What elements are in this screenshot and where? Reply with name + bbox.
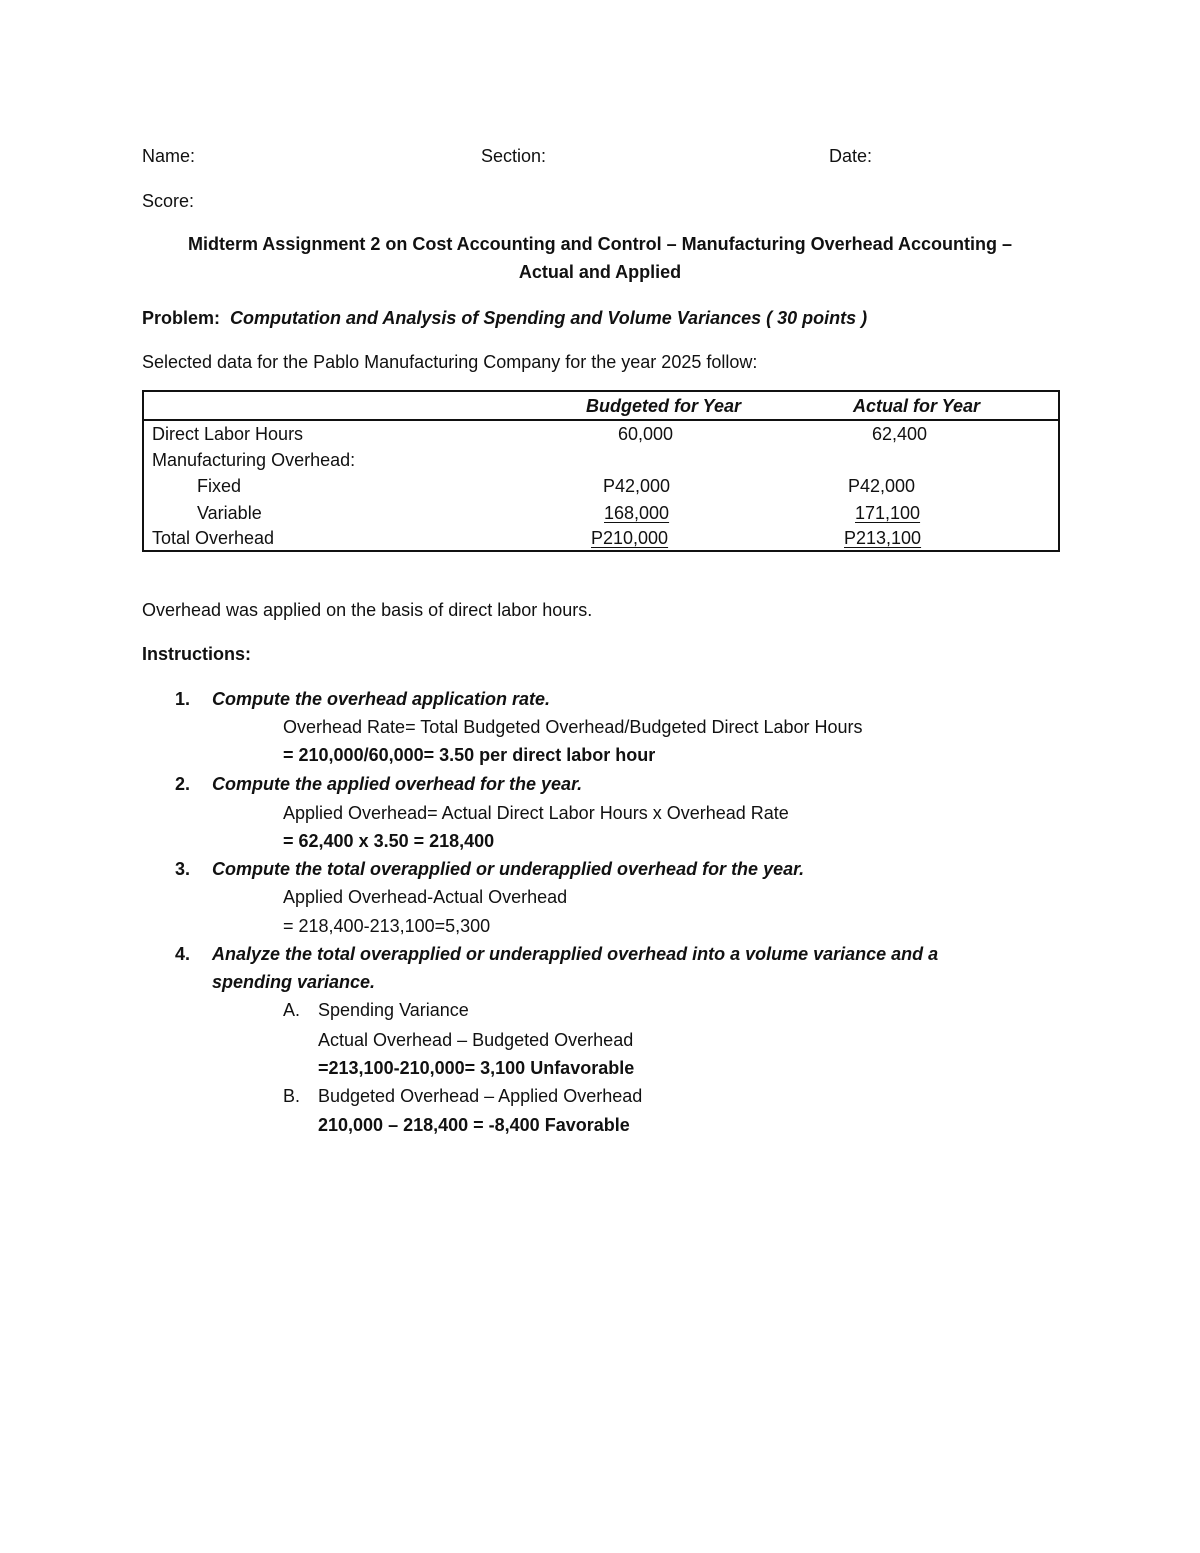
sub-item-answer: 210,000 – 218,400 = -8,400 Favorable xyxy=(318,1115,630,1135)
problem-statement xyxy=(142,306,867,330)
section-label: Section: xyxy=(481,146,547,166)
cell-budgeted-fixed: P42,000 xyxy=(603,476,671,496)
sub-item-answer: =213,100-210,000= 3,100 Unfavorable xyxy=(318,1058,635,1078)
column-header-budgeted: Budgeted for Year xyxy=(586,396,742,416)
problem-label: Problem: xyxy=(142,308,221,328)
row-label-variable: Variable xyxy=(197,503,262,523)
sub-item-letter: B. xyxy=(283,1086,301,1106)
cell-budgeted-variable: 168,000 xyxy=(604,503,670,523)
document-title-line2: Actual and Applied xyxy=(518,262,682,282)
date-label: Date: xyxy=(829,146,873,166)
intro-text: Selected data for the Pablo Manufacturing Company for the year 2025 follow: xyxy=(142,352,758,372)
instruction-formula: Applied Overhead-Actual Overhead xyxy=(283,887,568,907)
cell-actual-total-overhead: P213,100 xyxy=(844,528,922,548)
cell-budgeted-total-overhead: P210,000 xyxy=(591,528,669,548)
instruction-answer: = 210,000/60,000= 3.50 per direct labor hour xyxy=(283,745,656,765)
instruction-number: 4. xyxy=(175,944,191,964)
row-label-fixed: Fixed xyxy=(197,476,242,496)
instruction-number: 2. xyxy=(175,774,191,794)
instruction-question: Compute the total overapplied or underapplied overhead for the year. xyxy=(212,859,805,879)
instruction-formula: Overhead Rate= Total Budgeted Overhead/Budgeted Direct Labor Hours xyxy=(283,717,863,737)
note-text: Overhead was applied on the basis of direct labor hours. xyxy=(142,600,593,620)
instruction-number: 3. xyxy=(175,859,191,879)
instruction-answer: = 218,400-213,100=5,300 xyxy=(283,916,491,936)
sub-item-title: Budgeted Overhead – Applied Overhead xyxy=(318,1086,643,1106)
problem-text: Computation and Analysis of Spending and Volume Variances ( 30 points ) xyxy=(230,308,868,328)
cell-actual-direct-labor-hours: 62,400 xyxy=(872,424,928,444)
name-label: Name: xyxy=(142,146,196,166)
table-header-divider xyxy=(144,419,1058,421)
cell-actual-variable: 171,100 xyxy=(855,503,921,523)
score-label: Score: xyxy=(142,191,195,211)
instruction-number: 1. xyxy=(175,689,191,709)
instructions-heading: Instructions: xyxy=(142,644,252,664)
sub-item-formula: Actual Overhead – Budgeted Overhead xyxy=(318,1030,634,1050)
document-title-line1: Midterm Assignment 2 on Cost Accounting and Control – Manufacturing Overhead Accounting – xyxy=(187,234,1013,254)
instruction-question-line2: spending variance. xyxy=(212,972,376,992)
instruction-question-line1: Analyze the total overapplied or underapplied overhead into a volume variance and a xyxy=(212,944,939,964)
cell-actual-fixed: P42,000 xyxy=(848,476,916,496)
row-label-total-overhead: Total Overhead xyxy=(152,528,275,548)
instruction-formula: Applied Overhead= Actual Direct Labor Hours x Overhead Rate xyxy=(283,803,789,823)
row-label-manufacturing-overhead: Manufacturing Overhead: xyxy=(152,450,356,470)
instruction-question: Compute the applied overhead for the year. xyxy=(212,774,583,794)
sub-item-title: Spending Variance xyxy=(318,1000,469,1020)
row-label-direct-labor-hours: Direct Labor Hours xyxy=(152,424,304,444)
overhead-data-table xyxy=(142,390,1060,552)
instruction-question: Compute the overhead application rate. xyxy=(212,689,551,709)
column-header-actual: Actual for Year xyxy=(853,396,981,416)
sub-item-letter: A. xyxy=(283,1000,301,1020)
instruction-answer: = 62,400 x 3.50 = 218,400 xyxy=(283,831,495,851)
cell-budgeted-direct-labor-hours: 60,000 xyxy=(618,424,674,444)
